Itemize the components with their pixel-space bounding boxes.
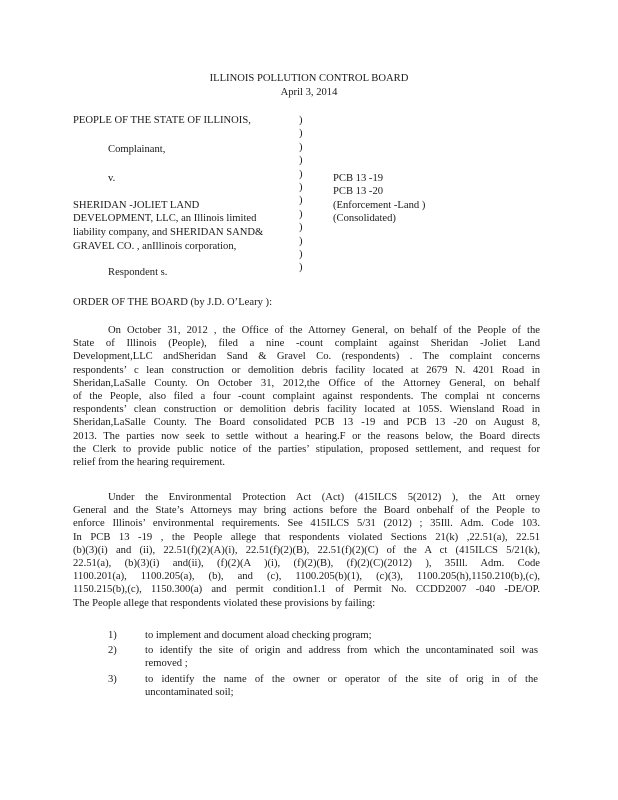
list-item-text: to identify the name of the owner or operator of the site of orig in of the <box>145 673 538 685</box>
paragraph-line: respondents’ c lean construction or demolition debris facility located at 2679 N. 4201 Road in <box>73 364 540 376</box>
paragraph-line: of the People, also filed a four -count complaint against respondents. The complai nt concerns <box>73 391 540 403</box>
paragraph-line: The People allege that respondents violated these provisions by failing: <box>73 597 376 609</box>
list-item <box>108 673 538 699</box>
list-item-text: uncontaminated soil; <box>145 686 234 698</box>
list-item <box>108 629 538 642</box>
caption-paren: ) <box>299 168 303 180</box>
paragraph-line: (b)(3)(i) and (ii), 22.51(f)(2)(A)(i), 22.51(f)(2)(B), 22.51(f)(2)(C) of the A ct (415ILCS 5/21(k), <box>73 544 540 556</box>
paragraph-line: 2013. The parties now seek to settle without a hearing.F or the reasons below, the Board directs <box>73 430 540 442</box>
caption-defendant-line-3: liability company, and SHERIDAN SAND& <box>73 227 264 238</box>
board-title: ILLINOIS POLLUTION CONTROL BOARD <box>209 73 409 84</box>
violations-list <box>108 629 538 701</box>
caption-defendant-line-1: SHERIDAN -JOLIET LAND <box>73 200 200 211</box>
caption-versus: v. <box>108 173 116 184</box>
caption-paren: ) <box>299 128 303 140</box>
caption-paren: ) <box>299 141 303 153</box>
caption-divider <box>299 114 309 275</box>
paragraph-procedural-history <box>73 324 540 469</box>
paragraph-line: respondents’ clean construction or demolition debris facility located at 105S. Wiensland Road in <box>73 404 540 416</box>
paragraph-line: relief from the hearing requirement. <box>73 457 226 469</box>
paragraph-line: 1150.215(b),(c), 1150.300(a) and permit condition1.1 of Permit No. CCDD2007 -040 -DE/OP. <box>73 584 540 596</box>
list-item-text: removed ; <box>145 658 188 670</box>
caption-respondents: Respondent s. <box>108 267 168 278</box>
paragraph-line: Development,LLC andSheridan Sand & Gravel Co. (respondents) . The complaint concerns <box>73 351 540 363</box>
caption-paren: ) <box>299 208 303 220</box>
paragraph-line: 22.51(a), (b)(3)(i) and(ii), (f)(2)(A )(i), (f)(2)(B), (f)(2)(C)(2012) ), 35Ill. Adm. Code <box>73 558 540 570</box>
order-date: April 3, 2014 <box>280 87 338 98</box>
caption-complainant: Complainant, <box>108 144 166 155</box>
case-consolidated: (Consolidated) <box>333 213 396 224</box>
caption-paren: ) <box>299 235 303 247</box>
paragraph-line: enforce Illinois’ environmental requirements. See 415ILCS 5/31 (2012) ; 35Ill. Adm. Code 103. <box>73 518 540 530</box>
caption-paren: ) <box>299 115 303 126</box>
paragraph-line: Under the Environmental Protection Act (Act) (415ILCS 5(2012) ), the Att orney <box>108 492 540 503</box>
list-item-text: to identify the site of origin and address from which the uncontaminated soil was <box>145 645 538 657</box>
list-item-number: 2) <box>108 645 117 657</box>
case-number-2: PCB 13 -20 <box>333 186 384 197</box>
case-number-1: PCB 13 -19 <box>333 173 384 184</box>
caption-paren: ) <box>299 262 303 274</box>
order-heading: ORDER OF THE BOARD (by J.D. O’Leary ): <box>73 297 273 308</box>
list-item <box>108 644 538 670</box>
caption-paren: ) <box>299 155 303 167</box>
list-item-text: to implement and document aload checking program; <box>145 630 372 641</box>
caption-paren: ) <box>299 181 303 193</box>
case-type: (Enforcement -Land ) <box>333 200 426 211</box>
caption-plaintiff: PEOPLE OF THE STATE OF ILLINOIS, <box>73 115 251 126</box>
paragraph-line: On October 31, 2012 , the Office of the Attorney General, on behalf of the People of the <box>108 325 540 336</box>
caption-defendant-line-2: DEVELOPMENT, LLC, an Illinois limited <box>73 213 257 224</box>
list-item-number: 3) <box>108 673 117 685</box>
caption-paren: ) <box>299 248 303 260</box>
paragraph-line: 1100.201(a), 1100.205(a), (b), and (c), 1100.205(b)(1), (c)(3), 1100.205(h),1150.210(b),(c), <box>73 571 540 583</box>
caption-paren: ) <box>299 195 303 207</box>
paragraph-line: General and the State’s Attorneys may bring actions before the Board onbehalf of the People to <box>73 505 540 517</box>
paragraph-line: State of Illinois (People), filed a nine -count complaint against Sheridan -Joliet Land <box>73 338 540 350</box>
paragraph-line: the Clerk to provide public notice of the parties’ stipulation, proposed settlement, and request for <box>73 443 540 455</box>
caption-defendant-line-4: GRAVEL CO. , anIllinois corporation, <box>73 241 237 252</box>
paragraph-allegations <box>73 491 540 610</box>
list-item-number: 1) <box>108 630 117 641</box>
paragraph-line: Sheridan,LaSalle County. On October 31, 2012,the Office of the Attorney General, on behalf <box>73 377 540 389</box>
caption-paren: ) <box>299 222 303 234</box>
paragraph-line: In PCB 13 -19 , the People allege that respondents violated Sections 21(k) ,22.51(a), 22.51 <box>73 531 540 543</box>
paragraph-line: Sheridan,LaSalle County. The Board consolidated PCB 13 -19 and PCB 13 -20 on August 8, <box>73 417 540 429</box>
